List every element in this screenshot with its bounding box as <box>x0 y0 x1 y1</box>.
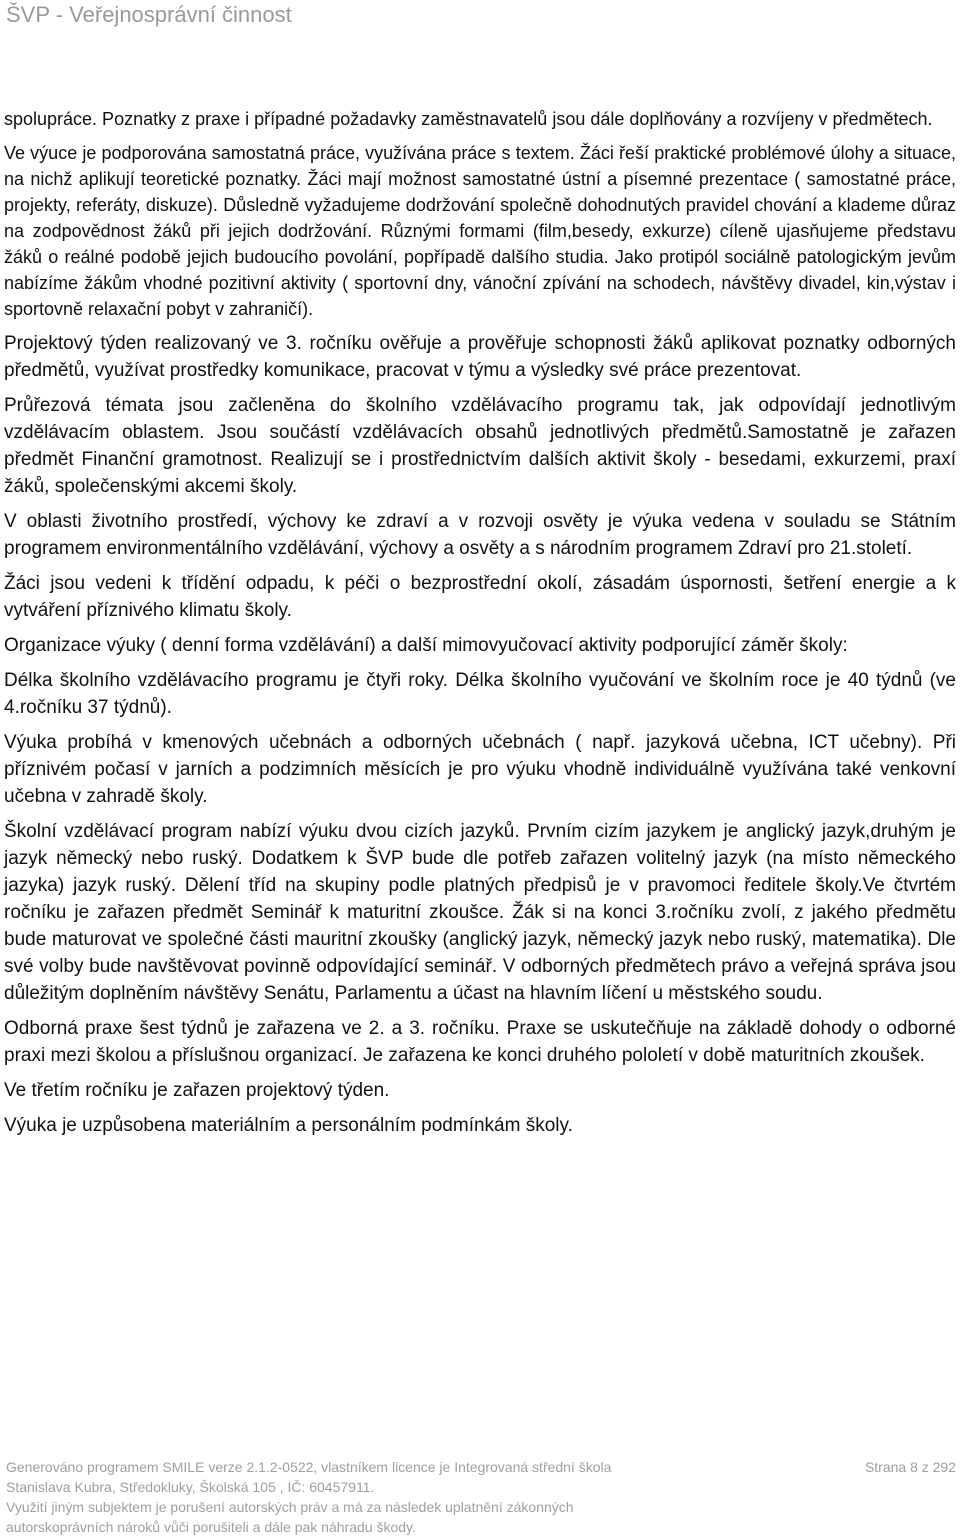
page-header-title: ŠVP - Veřejnosprávní činnost <box>6 2 292 27</box>
paragraph-6: Žáci jsou vedeni k třídění odpadu, k péči o bezprostřední okolí, zásadám úspornosti, šetření energie a k vytváření příznivého klimatu školy. <box>4 573 956 621</box>
paragraph-7: Organizace výuky ( denní forma vzdělávání) a další mimovyučovací aktivity podporující záměr školy: <box>4 635 848 656</box>
paragraph-4: Průřezová témata jsou začleněna do školního vzdělávacího programu tak, jak odpovídají jednotlivým vzdělávacím oblastem. Jsou součástí vzdělávacích obsahů jednotlivých předmětů.Samostatně je zařazen předmět Finanční gramotnost. Realizují se i prostřednictvím dalších aktivit školy - besedami, exkurzemi, praxí žáků, společenskými akcemi školy. <box>4 395 956 497</box>
paragraph-13: Výuka je uzpůsobena materiálním a personálním podmínkám školy. <box>4 1115 573 1136</box>
footer-row <box>6 1457 956 1477</box>
paragraph-3: Projektový týden realizovaný ve 3. ročníku ověřuje a prověřuje schopnosti žáků aplikovat poznatky odborných předmětů, využívat prostředky komunikace, pracovat v týmu a výsledky své práce prezentovat. <box>4 333 956 381</box>
page-footer <box>6 1457 956 1537</box>
page-number: Strana 8 z 292 <box>864 1459 956 1475</box>
paragraph-5: V oblasti životního prostředí, výchovy ke zdraví a v rozvoji osvěty je výuka vedena v souladu se Státním programem environmentálního vzdělávání, výchovy a osvěty a s národním programem Zdraví pro 21.století. <box>4 511 956 559</box>
footer-notice-1: Využití jiným subjektem je porušení autorských práv a má za následek uplatnění zákonných <box>6 1499 574 1515</box>
paragraph-2: Ve výuce je podporována samostatná práce, využívána práce s textem. Žáci řeší praktické problémové úlohy a situace, na nichž aplikují teoretické poznatky. Žáci mají možnost samostatné ústní a písemné prezentace ( samostatné práce, projekty, referáty, diskuze). Důsledně vyžadujeme dodržování společně dohodnutých pravidel chování a klademe důraz na zodpovědnost žáků při jejich dodržování. Různými formami (film,besedy, exkurze) cíleně ujasňujeme představu žáků o reálné podobě jejich budoucího povolání, popřípadě dalšího studia. Jako protipól sociálně patologickým jevům nabízíme žákům vhodné pozitivní aktivity ( sportovní dny, vánoční zpívání na schodech, návštěvy divadel, kin,výstav i sportovně relaxační pobyt v zahraničí). <box>4 143 956 319</box>
paragraph-10: Školní vzdělávací program nabízí výuku dvou cizích jazyků. Prvním cizím jazykem je anglický jazyk,druhým je jazyk německý nebo ruský. Dodatkem k ŠVP bude dle potřeb zařazen volitelný jazyk (na místo německého jazyka) jazyk ruský. Dělení tříd na skupiny podle platných předpisů je v pravomoci ředitele školy.Ve čtvrtém ročníku je zařazen předmět Seminář k maturitní zkoušce. Žák si na konci 3.ročníku zvolí, z jakého předmětu bude maturovat ve společné části mauritní zkoušky (anglický jazyk, německý jazyk nebo ruský, matematika). Dle své volby bude navštěvovat povinně odpovídající seminář. V odborných předmětech právo a veřejná správa jsou důležitým doplněním návštěvy Senátu, Parlamentu a účast na hlavním líčení u městského soudu. <box>4 821 956 1004</box>
paragraph-11: Odborná praxe šest týdnů je zařazena ve 2. a 3. ročníku. Praxe se uskutečňuje na základě dohody o odborné praxi mezi školou a příslušnou organizací. Je zařazena ke konci druhého pololetí v době maturitních zkoušek. <box>4 1018 956 1066</box>
footer-notice-2: autorskoprávních nároků vůči porušiteli a dále pak náhradu škody. <box>6 1519 416 1535</box>
footer-owner-text: Stanislava Kubra, Středokluky, Školská 105 , IČ: 60457911. <box>6 1479 375 1495</box>
paragraph-8: Délka školního vzdělávacího programu je čtyři roky. Délka školního vyučování ve školním roce je 40 týdnů (ve 4.ročníku 37 týdnů). <box>4 670 956 718</box>
footer-generated-text: Generováno programem SMILE verze 2.1.2-0522, vlastníkem licence je Integrovaná střední škola <box>6 1459 612 1475</box>
paragraph-9: Výuka probíhá v kmenových učebnách a odborných učebnách ( např. jazyková učebna, ICT učebny). Při příznivém počasí v jarních a podzimních měsících je pro výuku vhodně individuálně využívána také venkovní učebna v zahradě školy. <box>4 732 956 807</box>
paragraph-12: Ve třetím ročníku je zařazen projektový týden. <box>4 1080 390 1101</box>
document-body <box>4 106 956 1147</box>
paragraph-1: spolupráce. Poznatky z praxe i případné požadavky zaměstnavatelů jsou dále doplňovány a rozvíjeny v předmětech. <box>4 109 933 129</box>
